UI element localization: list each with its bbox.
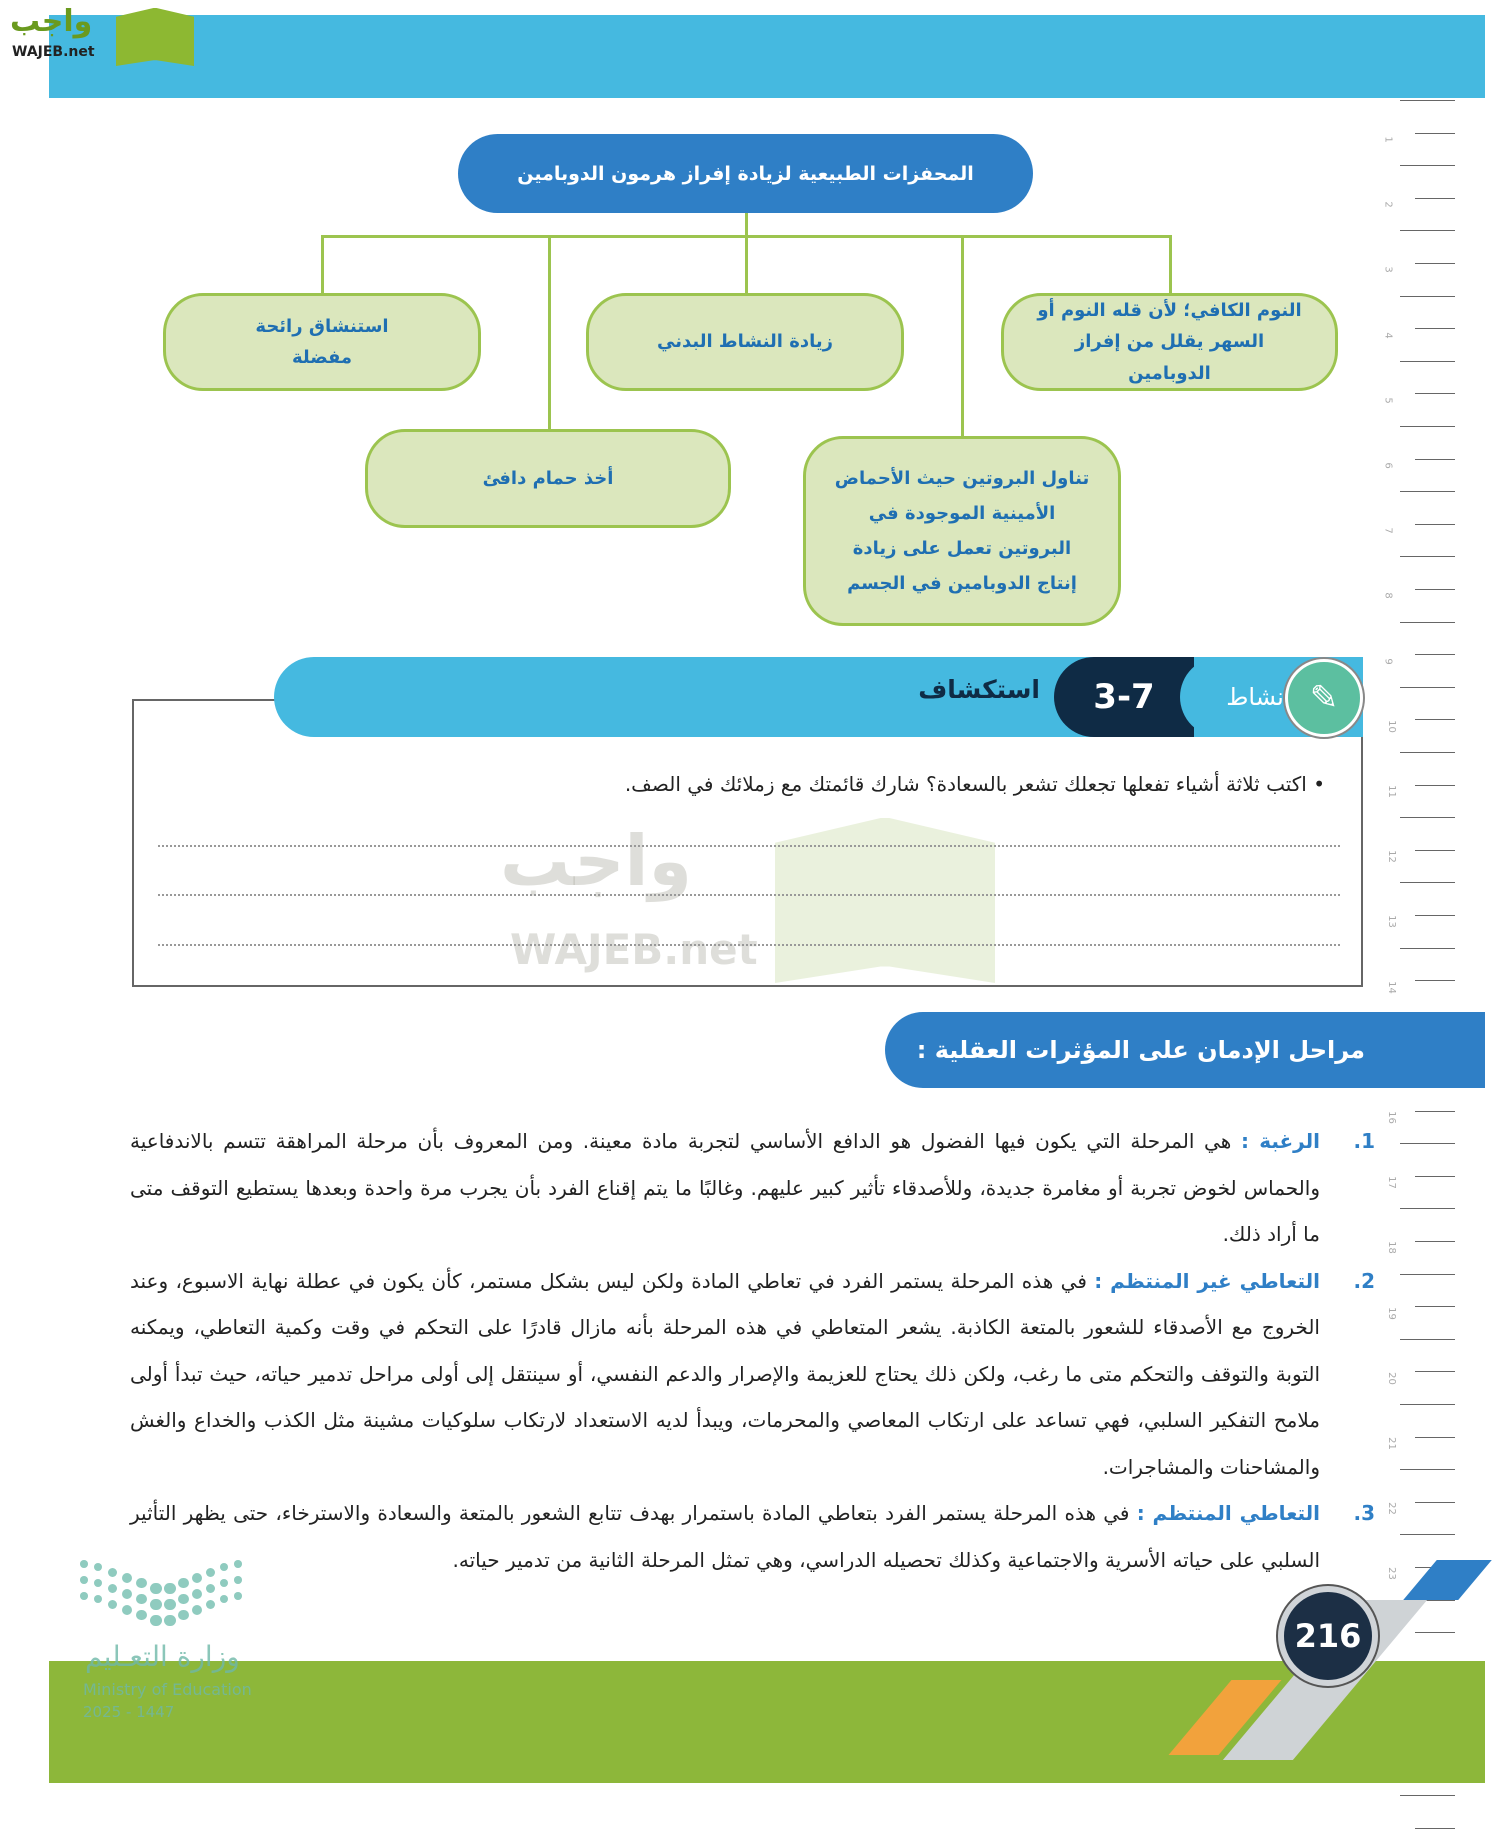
stages-list (130, 1118, 1375, 1583)
ruler-tick (1400, 622, 1455, 623)
logo-dot (108, 1600, 117, 1609)
logo-dot (164, 1615, 176, 1627)
ruler-tick (1415, 1437, 1455, 1438)
diagram-title: المحفزات الطبيعية لزيادة إفراز هرمون الدوبامين (458, 134, 1033, 213)
ruler-tick (1400, 687, 1455, 688)
answer-line[interactable] (158, 944, 1340, 946)
watermark-text: واجب (500, 820, 693, 902)
wajeb-logo (8, 4, 193, 66)
logo-dot (94, 1563, 102, 1571)
ruler-number: 19 (1385, 1306, 1397, 1320)
ruler-tick (1400, 1143, 1455, 1144)
activity-question: • اكتب ثلاثة أشياء تفعلها تجعلك تشعر بالسعادة؟ شارك قائمتك مع زملائك في الصف. (624, 772, 1325, 796)
ruler-tick (1400, 296, 1455, 297)
logo-dot (80, 1592, 88, 1600)
ruler-number: 18 (1385, 1241, 1397, 1255)
logo-dot (80, 1560, 88, 1568)
ruler-tick (1400, 426, 1455, 427)
ruler-tick (1415, 1176, 1455, 1177)
ministry-name-ar: وزارة التعـليم (85, 1640, 240, 1673)
ruler-tick (1400, 752, 1455, 753)
page-number: 216 (1278, 1586, 1378, 1686)
logo-dot (122, 1605, 132, 1615)
logo-dot (94, 1595, 102, 1603)
watermark-text-en: WAJEB.net (510, 925, 758, 974)
connector (745, 213, 748, 236)
ruler-tick (1400, 1404, 1455, 1405)
connector (321, 235, 324, 293)
answer-line[interactable] (158, 845, 1340, 847)
logo-dot (136, 1578, 147, 1589)
ruler-number: 1 (1382, 136, 1394, 143)
ruler-tick (1400, 948, 1455, 949)
ruler-number: 21 (1385, 1437, 1397, 1450)
ruler-number: 5 (1382, 397, 1394, 404)
ministry-year: 2025 - 1447 (83, 1703, 175, 1721)
ruler-number: 12 (1385, 850, 1397, 864)
ruler-tick (1415, 850, 1455, 851)
stage-term: التعاطي المنتظم : (1136, 1501, 1321, 1525)
activity-label: نشاط (1180, 657, 1330, 737)
ruler-tick (1400, 882, 1455, 883)
stage-text: في هذه المرحلة يستمر الفرد بتعاطي المادة باستمرار بهدف تتابع الشعور بالمتعة والسعادة والاسترخاء، حتى يظهر التأثير السلبي على حياته الأسرية والاجتماعية وكذلك تحصيله الدراسي، وهي تمثل المرحلة الثانية من تدمير حياته. (130, 1501, 1320, 1572)
stage-term: التعاطي غير المنتظم : (1094, 1268, 1321, 1293)
ruler-tick (1415, 589, 1455, 590)
logo-dot (122, 1589, 132, 1599)
logo-dot (94, 1579, 102, 1587)
ruler-number: 13 (1385, 915, 1397, 929)
ruler-tick (1415, 524, 1455, 525)
ruler-tick (1415, 393, 1455, 394)
ruler-tick (1400, 1339, 1455, 1340)
ruler-tick (1415, 915, 1455, 916)
section-heading: مراحل الإدمان على المؤثرات العقلية : (885, 1012, 1485, 1088)
ruler-number: 8 (1382, 592, 1394, 600)
ruler-number: 7 (1382, 527, 1394, 534)
top-banner (49, 15, 1485, 98)
connector (1169, 235, 1172, 293)
logo-dot (150, 1599, 162, 1611)
logo-dot (150, 1583, 162, 1595)
logo-dot (220, 1579, 228, 1587)
node-sleep: النوم الكافي؛ لأن قله النوم أو السهر يقلل من إفراز الدوبامين (1001, 293, 1338, 391)
stage-text: في هذه المرحلة يستمر الفرد في تعاطي المادة ولكن ليس بشكل مستمر، كأن يكون في عطلة نهاية الاسبوع، وعند الخروج مع الأصدقاء للشعور بالمتعة الكاذبة. يشعر المتعاطي في هذه المرحلة بأنه مازال قادرًا على التحكم في وقت وكمية التعاطي، ويمكنه التوبة والتوقف والتحكم متى ما رغب، ولكن ذلك يحتاج للعزيمة والإصرار والدعم النفسي، أو سينتقل إلى أولى مراحل تدمير حياته، حيث تبدأ أولى ملامح التفكير السلبي، فهي تساعد على ارتكاب المعاصي والمحرمات، ويبدأ لديه الاستعداد لارتكاب سلوكيات مشينة مثل الكذب والخداع والغش والمشاحنات والمشاجرات. (130, 1268, 1320, 1479)
ruler-number: 17 (1385, 1176, 1397, 1190)
node-bath: أخذ حمام دافئ (365, 429, 731, 528)
ruler-tick (1400, 1274, 1455, 1275)
ruler-tick (1415, 980, 1455, 981)
activity-title: استكشاف (918, 675, 1040, 704)
logo-dot (122, 1573, 132, 1583)
logo-dot (136, 1594, 147, 1605)
ruler-tick (1415, 263, 1455, 264)
ruler-number: 3 (1382, 266, 1394, 274)
logo-dot (164, 1583, 176, 1595)
logo-dot (206, 1568, 215, 1577)
ruler-number: 10 (1385, 719, 1397, 733)
ruler-tick (1415, 198, 1455, 199)
logo-dot (206, 1584, 215, 1593)
logo-dot (234, 1560, 242, 1568)
logo-dot (80, 1576, 88, 1584)
ruler-tick (1400, 817, 1455, 818)
logo-dot (234, 1576, 242, 1584)
logo-dot (150, 1615, 162, 1627)
logo-dot (178, 1578, 189, 1589)
ruler-tick (1415, 654, 1455, 655)
ruler-number: 9 (1382, 657, 1394, 665)
activity-number: 3-7 (1054, 657, 1194, 737)
ruler-number: 2 (1382, 201, 1394, 208)
node-exercise: زيادة النشاط البدني (586, 293, 904, 391)
ruler-tick (1415, 1502, 1455, 1503)
ruler-tick (1400, 165, 1455, 166)
ruler-tick (1400, 100, 1455, 101)
logo-dot (220, 1563, 228, 1571)
logo-dot (108, 1568, 117, 1577)
watermark-book-icon (775, 818, 995, 983)
logo-text-en: WAJEB.net (12, 44, 95, 60)
book-icon (116, 8, 194, 66)
ruler-tick (1415, 459, 1455, 460)
ruler-tick (1415, 133, 1455, 134)
logo-dot (192, 1605, 202, 1615)
ruler-tick (1400, 1534, 1455, 1535)
logo-dot (234, 1592, 242, 1600)
logo-text-ar: واجب (10, 4, 93, 39)
logo-dot (178, 1610, 189, 1621)
ruler-tick (1415, 1111, 1455, 1112)
ruler-number: 6 (1382, 462, 1394, 469)
logo-dot (164, 1599, 176, 1611)
page-ruler (1382, 98, 1455, 1638)
ruler-tick (1400, 230, 1455, 231)
ruler-tick (1415, 1306, 1455, 1307)
node-protein: تناول البروتين حيث الأحماض الأمينية الموجودة في البروتين تعمل على زيادة إنتاج الدوبامين في الجسم (803, 436, 1121, 626)
logo-dot (192, 1573, 202, 1583)
ruler-number: 16 (1385, 1111, 1397, 1124)
ruler-number: 20 (1385, 1371, 1397, 1385)
stage-item (130, 1118, 1375, 1258)
stage-text: هي المرحلة التي يكون فيها الفضول هو الدافع الأساسي لتجربة مادة معينة. ومن المعروف بأن مرحلة المراهقة تتسم بالاندفاعية والحماس لخوض تجربة أو مغامرة جديدة، وللأصدقاء تأثير كبير عليهم. وغالبًا ما يتم إقناع الفرد بأن يجرب مرة واحدة وبعدها يستطيع التوقف متى ما أراد ذلك. (130, 1129, 1320, 1246)
ruler-tick (1400, 1208, 1455, 1209)
stage-item (130, 1490, 1375, 1583)
stage-number: 2. (1353, 1268, 1375, 1293)
pencil-note-icon: ✎ (1285, 659, 1363, 737)
stage-number: 3. (1353, 1501, 1375, 1525)
ministry-name-en: Ministry of Education (83, 1680, 252, 1699)
ruler-number: 11 (1385, 785, 1397, 798)
connector (548, 235, 551, 429)
ruler-tick (1415, 1241, 1455, 1242)
ruler-tick (1415, 785, 1455, 786)
logo-dot (220, 1595, 228, 1603)
logo-dot (136, 1610, 147, 1621)
stage-item (130, 1258, 1375, 1491)
logo-dot (108, 1584, 117, 1593)
connector (961, 235, 964, 436)
ruler-tick (1400, 491, 1455, 492)
ruler-number: 23 (1385, 1567, 1397, 1581)
ruler-tick (1400, 361, 1455, 362)
ruler-tick (1415, 719, 1455, 720)
connector (745, 235, 748, 293)
logo-dot (206, 1600, 215, 1609)
ruler-tick (1400, 1795, 1455, 1796)
ruler-number: 22 (1385, 1502, 1397, 1516)
ruler-number: 14 (1385, 980, 1397, 994)
logo-dot (178, 1594, 189, 1605)
stage-number: 1. (1353, 1129, 1375, 1153)
question-text: اكتب ثلاثة أشياء تفعلها تجعلك تشعر بالسعادة؟ شارك قائمتك مع زملائك في الصف. (624, 772, 1307, 796)
ruler-number: 4 (1382, 331, 1394, 339)
node-scent: استنشاق رائحة مفضلة (163, 293, 481, 391)
logo-dot (192, 1589, 202, 1599)
ruler-tick (1400, 556, 1455, 557)
answer-line[interactable] (158, 894, 1340, 896)
stage-term: الرغبة : (1240, 1129, 1320, 1153)
ruler-tick (1415, 328, 1455, 329)
ruler-tick (1400, 1469, 1455, 1470)
ruler-tick (1415, 1632, 1455, 1633)
ruler-tick (1415, 1371, 1455, 1372)
